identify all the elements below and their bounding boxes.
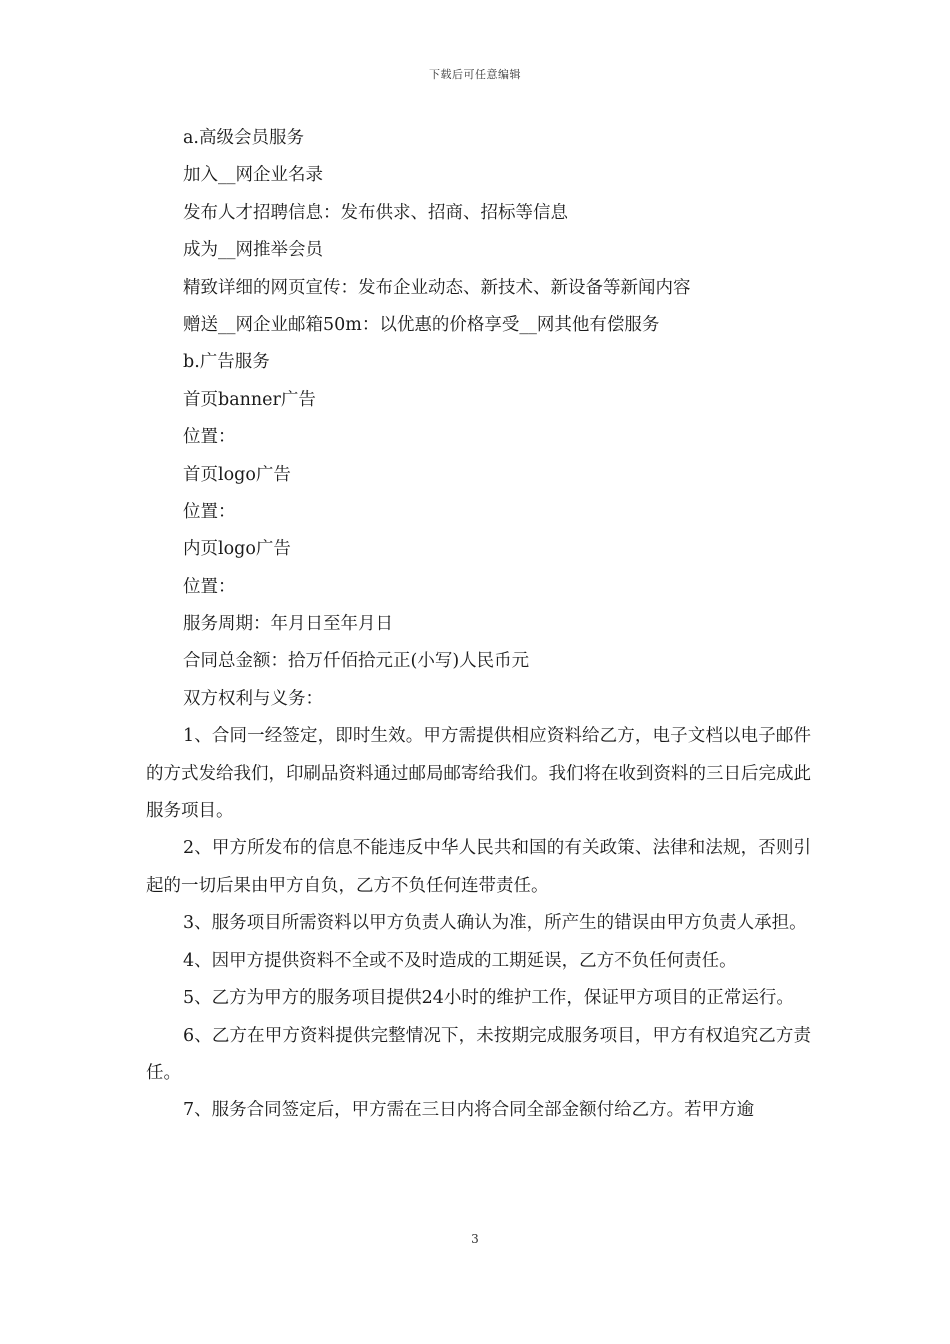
text-line: 位置： <box>183 501 236 522</box>
text-line: 首页banner广告 <box>183 389 316 410</box>
text-line: 发布人才招聘信息：发布供求、招商、招标等信息 <box>183 202 568 223</box>
document-body <box>146 120 811 1130</box>
text-line: 合同总金额：拾万仟佰拾元正(小写)人民币元 <box>183 651 530 672</box>
page-number: 3 <box>471 1232 479 1246</box>
clause-paragraph: 4、因甲方提供资料不全或不及时造成的工期延误，乙方不负任何责任。 <box>183 950 737 971</box>
text-line: b.广告服务 <box>183 352 270 373</box>
text-line: 位置： <box>183 576 236 597</box>
clause-paragraph: 1、合同一经签定，即时生效。甲方需提供相应资料给乙方，电子文档以电子邮件的方式发给我们，印刷品资料通过邮局邮寄给我们。我们将在收到资料的三日后完成此服务项目。 <box>146 726 811 822</box>
text-line: 位置： <box>183 427 236 448</box>
text-line: 内页logo广告 <box>183 539 291 560</box>
clause-paragraph: 2、甲方所发布的信息不能违反中华人民共和国的有关政策、法律和法规，否则引起的一切后果由甲方自负，乙方不负任何连带责任。 <box>146 838 811 896</box>
page-header: 下载后可任意编辑 <box>429 68 521 81</box>
text-line: 首页logo广告 <box>183 464 291 485</box>
text-line: 精致详细的网页宣传：发布企业动态、新技术、新设备等新闻内容 <box>183 277 691 298</box>
text-line: 加入__网企业名录 <box>183 165 323 186</box>
text-line: a.高级会员服务 <box>183 128 304 148</box>
clause-paragraph: 3、服务项目所需资料以甲方负责人确认为准，所产生的错误由甲方负责人承担。 <box>183 913 807 934</box>
text-line: 成为__网推举会员 <box>183 240 323 261</box>
clause-paragraph: 5、乙方为甲方的服务项目提供24小时的维护工作，保证甲方项目的正常运行。 <box>183 988 794 1009</box>
text-line: 双方权利与义务： <box>183 688 323 709</box>
text-line: 赠送__网企业邮箱50m：以优惠的价格享受__网其他有偿服务 <box>183 314 660 335</box>
clause-paragraph: 6、乙方在甲方资料提供完整情况下，未按期完成服务项目，甲方有权追究乙方责任。 <box>146 1025 811 1083</box>
clause-paragraph: 7、服务合同签定后，甲方需在三日内将合同全部金额付给乙方。若甲方逾 <box>183 1100 755 1121</box>
text-line: 服务周期：年月日至年月日 <box>183 614 393 635</box>
